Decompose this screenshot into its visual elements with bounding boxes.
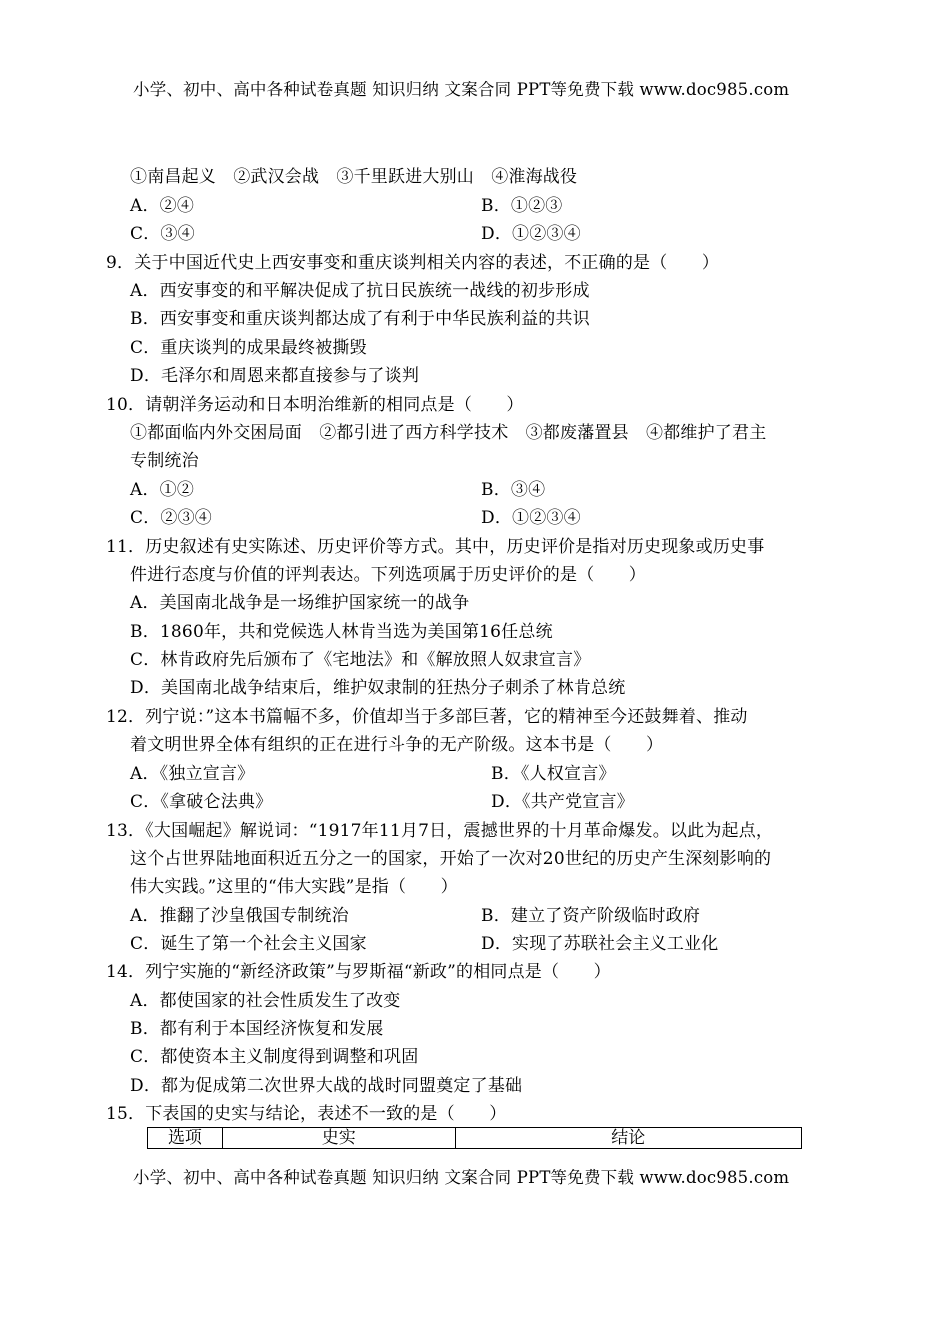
q8-option-c: C．③④ — [130, 224, 195, 244]
table-header-option: 选项 — [148, 1128, 223, 1149]
q9-option-b: B．西安事变和重庆谈判都达成了有利于中华民族利益的共识 — [130, 309, 590, 329]
q12-stem-line1: 12．列宁说：”这本书篇幅不多，价值却当于多部巨著，它的精神至今还鼓舞着、推动 — [106, 707, 748, 727]
q10-option-a: A．①② — [130, 480, 195, 500]
table-header-fact: 史实 — [222, 1128, 455, 1149]
q8-option-a: A．②④ — [130, 196, 195, 216]
page-header: 小学、初中、高中各种试卷真题 知识归纳 文案合同 PPT等免费下载 www.doc985.com — [133, 80, 790, 99]
q14-option-a: A．都使国家的社会性质发生了改变 — [130, 991, 401, 1011]
q14-stem: 14．列宁实施的“新经济政策”与罗斯福“新政”的相同点是（ ） — [106, 962, 611, 982]
q13-option-b: B．建立了资产阶级临时政府 — [481, 906, 701, 926]
q9-option-d: D．毛泽尔和周恩来都直接参与了谈判 — [130, 366, 420, 386]
q12-option-c: C．《拿破仑法典》 — [130, 792, 273, 812]
q13-option-d: D．实现了苏联社会主义工业化 — [481, 934, 719, 954]
page-footer: 小学、初中、高中各种试卷真题 知识归纳 文案合同 PPT等免费下载 www.doc985.com — [133, 1168, 790, 1187]
table-header-conclusion: 结论 — [455, 1128, 801, 1149]
q11-option-c: C．林肯政府先后颁布了《宅地法》和《解放照人奴隶宣言》 — [130, 650, 591, 670]
q13-stem-line2: 这个占世界陆地面积近五分之一的国家，开始了一次对20世纪的历史产生深刻影响的 — [130, 849, 772, 869]
q11-stem-line1: 11．历史叙述有史实陈述、历史评价等方式。其中，历史评价是指对历史现象或历史事 — [106, 537, 765, 557]
q14-option-b: B．都有利于本国经济恢复和发展 — [130, 1019, 384, 1039]
q14-option-d: D．都为促成第二次世界大战的战时同盟奠定了基础 — [130, 1076, 523, 1096]
q9-option-a: A．西安事变的和平解决促成了抗日民族统一战线的初步形成 — [130, 281, 590, 301]
q13-stem-line1: 13．《大国崛起》解说词：“1917年11月7日，震撼世界的十月革命爆发。以此为起点， — [106, 821, 774, 841]
q12-option-a: A．《独立宣言》 — [130, 764, 255, 784]
q8-option-d: D．①②③④ — [481, 224, 581, 244]
q12-option-b: B．《人权宣言》 — [491, 764, 616, 784]
q9-stem: 9．关于中国近代史上西安事变和重庆谈判相关内容的表述，不正确的是（ ） — [106, 253, 720, 273]
q11-option-a: A．美国南北战争是一场维护国家统一的战争 — [130, 593, 470, 613]
q8-items: ①南昌起义 ②武汉会战 ③千里跃进大别山 ④淮海战役 — [130, 167, 578, 187]
q9-option-c: C．重庆谈判的成果最终被撕毁 — [130, 338, 367, 358]
q8-option-b: B．①②③ — [481, 196, 563, 216]
q11-option-b: B．1860年，共和党候选人林肯当选为美国第16任总统 — [130, 622, 553, 642]
q12-option-d: D．《共产党宣言》 — [491, 792, 634, 812]
q15-stem: 15．下表国的史实与结论，表述不一致的是（ ） — [106, 1104, 507, 1124]
q15-table — [147, 1127, 802, 1149]
q13-option-c: C．诞生了第一个社会主义国家 — [130, 934, 367, 954]
q10-items-line1: ①都面临内外交困局面 ②都引进了西方科学技术 ③都废藩置县 ④都维护了君主 — [130, 423, 767, 443]
q11-option-d: D．美国南北战争结束后，维护奴隶制的狂热分子刺杀了林肯总统 — [130, 678, 626, 698]
q10-stem: 10．请朝洋务运动和日本明治维新的相同点是（ ） — [106, 395, 524, 415]
q10-items-line2: 专制统治 — [130, 451, 199, 471]
q11-stem-line2: 件进行态度与价值的评判表达。下列选项属于历史评价的是（ ） — [130, 565, 646, 585]
q12-stem-line2: 着文明世界全体有组织的正在进行斗争的无产阶级。这本书是（ ） — [130, 735, 664, 755]
q10-option-d: D．①②③④ — [481, 508, 581, 528]
q10-option-b: B．③④ — [481, 480, 546, 500]
q13-option-a: A．推翻了沙皇俄国专制统治 — [130, 906, 349, 926]
q10-option-c: C．②③④ — [130, 508, 213, 528]
q13-stem-line3: 伟大实践。”这里的“伟大实践”是指（ ） — [130, 877, 458, 897]
table-header-row — [148, 1128, 802, 1149]
q14-option-c: C．都使资本主义制度得到调整和巩固 — [130, 1047, 419, 1067]
